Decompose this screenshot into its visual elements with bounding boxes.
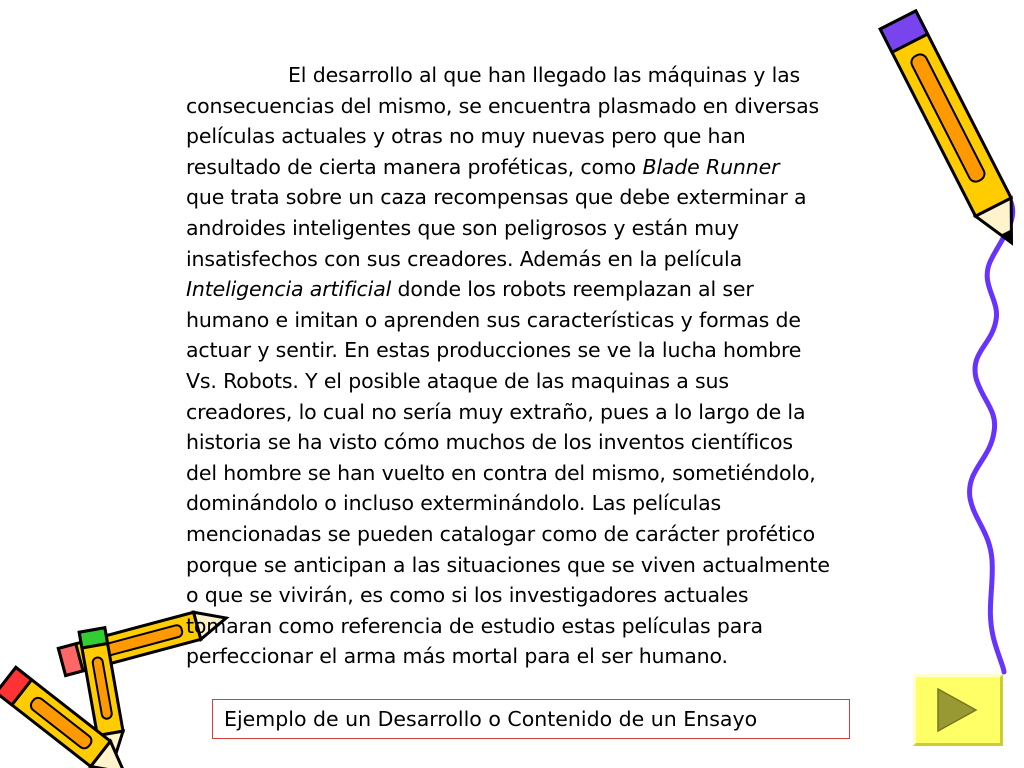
paragraph-line — [186, 60, 922, 91]
paragraph-text: El desarrollo al que han llegado las máquinas y las — [288, 63, 801, 87]
paragraph-line — [186, 611, 922, 642]
italic-film-title: Inteligencia artificial — [186, 277, 392, 302]
paragraph-text: películas actuales y otras no muy nuevas pero que han — [186, 124, 746, 149]
paragraph-text: que trata sobre un caza recompensas que debe exterminar a — [186, 185, 807, 210]
paragraph-line — [186, 244, 922, 275]
paragraph-text: Vs. Robots. Y el posible ataque de las maquinas a sus — [186, 368, 729, 393]
caption-box — [212, 699, 850, 739]
paragraph-line — [186, 305, 922, 336]
paragraph-text: tomaran como referencia de estudio estas películas para — [186, 613, 763, 638]
paragraph-line — [186, 488, 922, 519]
paragraph-text: actuar y sentir. En estas producciones se ve la lucha hombre — [186, 338, 802, 363]
paragraph-line — [186, 366, 922, 397]
paragraph-text: mencionadas se pueden catalogar como de carácter profético — [186, 521, 816, 546]
paragraph-line — [186, 121, 922, 152]
paragraph-text: creadores, lo cual no sería muy extraño, pues a lo largo de la — [186, 399, 806, 424]
paragraph-line — [186, 580, 922, 611]
paragraph-text: donde los robots reemplazan al ser — [391, 277, 754, 302]
paragraph-line — [186, 335, 922, 366]
paragraph-line — [186, 427, 922, 458]
paragraph-line — [186, 274, 922, 305]
paragraph-line — [186, 152, 922, 183]
paragraph-text: androides inteligentes que son peligrosos y están muy — [186, 215, 739, 240]
paragraph-line — [186, 213, 922, 244]
paragraph-text: historia se ha visto cómo muchos de los inventos científicos — [186, 430, 793, 455]
paragraph-line — [186, 519, 922, 550]
caption-text: Ejemplo de un Desarrollo o Contenido de un Ensayo — [224, 707, 758, 731]
paragraph-line — [186, 182, 922, 213]
paragraph-text: resultado de cierta manera proféticas, como — [186, 154, 643, 179]
paragraph-line — [186, 641, 922, 672]
paragraph-text: del hombre se han vuelto en contra del mismo, sometiéndolo, — [186, 460, 816, 485]
paragraph-line — [186, 397, 922, 428]
paragraph-line — [186, 91, 922, 122]
paragraph-text: insatisfechos con sus creadores. Además en la película — [186, 246, 743, 271]
paragraph-text: porque se anticipan a las situaciones que se viven actualmente — [186, 552, 830, 577]
paragraph-line — [186, 550, 922, 581]
play-arrow-icon — [916, 677, 1000, 743]
paragraph-line — [186, 458, 922, 489]
paragraph-text: dominándolo o incluso exterminándolo. Las películas — [186, 491, 722, 516]
next-slide-button[interactable] — [913, 674, 1003, 746]
essay-paragraph — [186, 60, 922, 672]
paragraph-text: o que se vivirán, es como si los investigadores actuales — [186, 583, 749, 608]
italic-film-title: Blade Runner — [642, 154, 780, 179]
paragraph-text: humano e imitan o aprenden sus características y formas de — [186, 307, 801, 332]
paragraph-text: consecuencias del mismo, se encuentra plasmado en diversas — [186, 93, 820, 118]
paragraph-text: perfeccionar el arma más mortal para el ser humano. — [186, 644, 728, 669]
